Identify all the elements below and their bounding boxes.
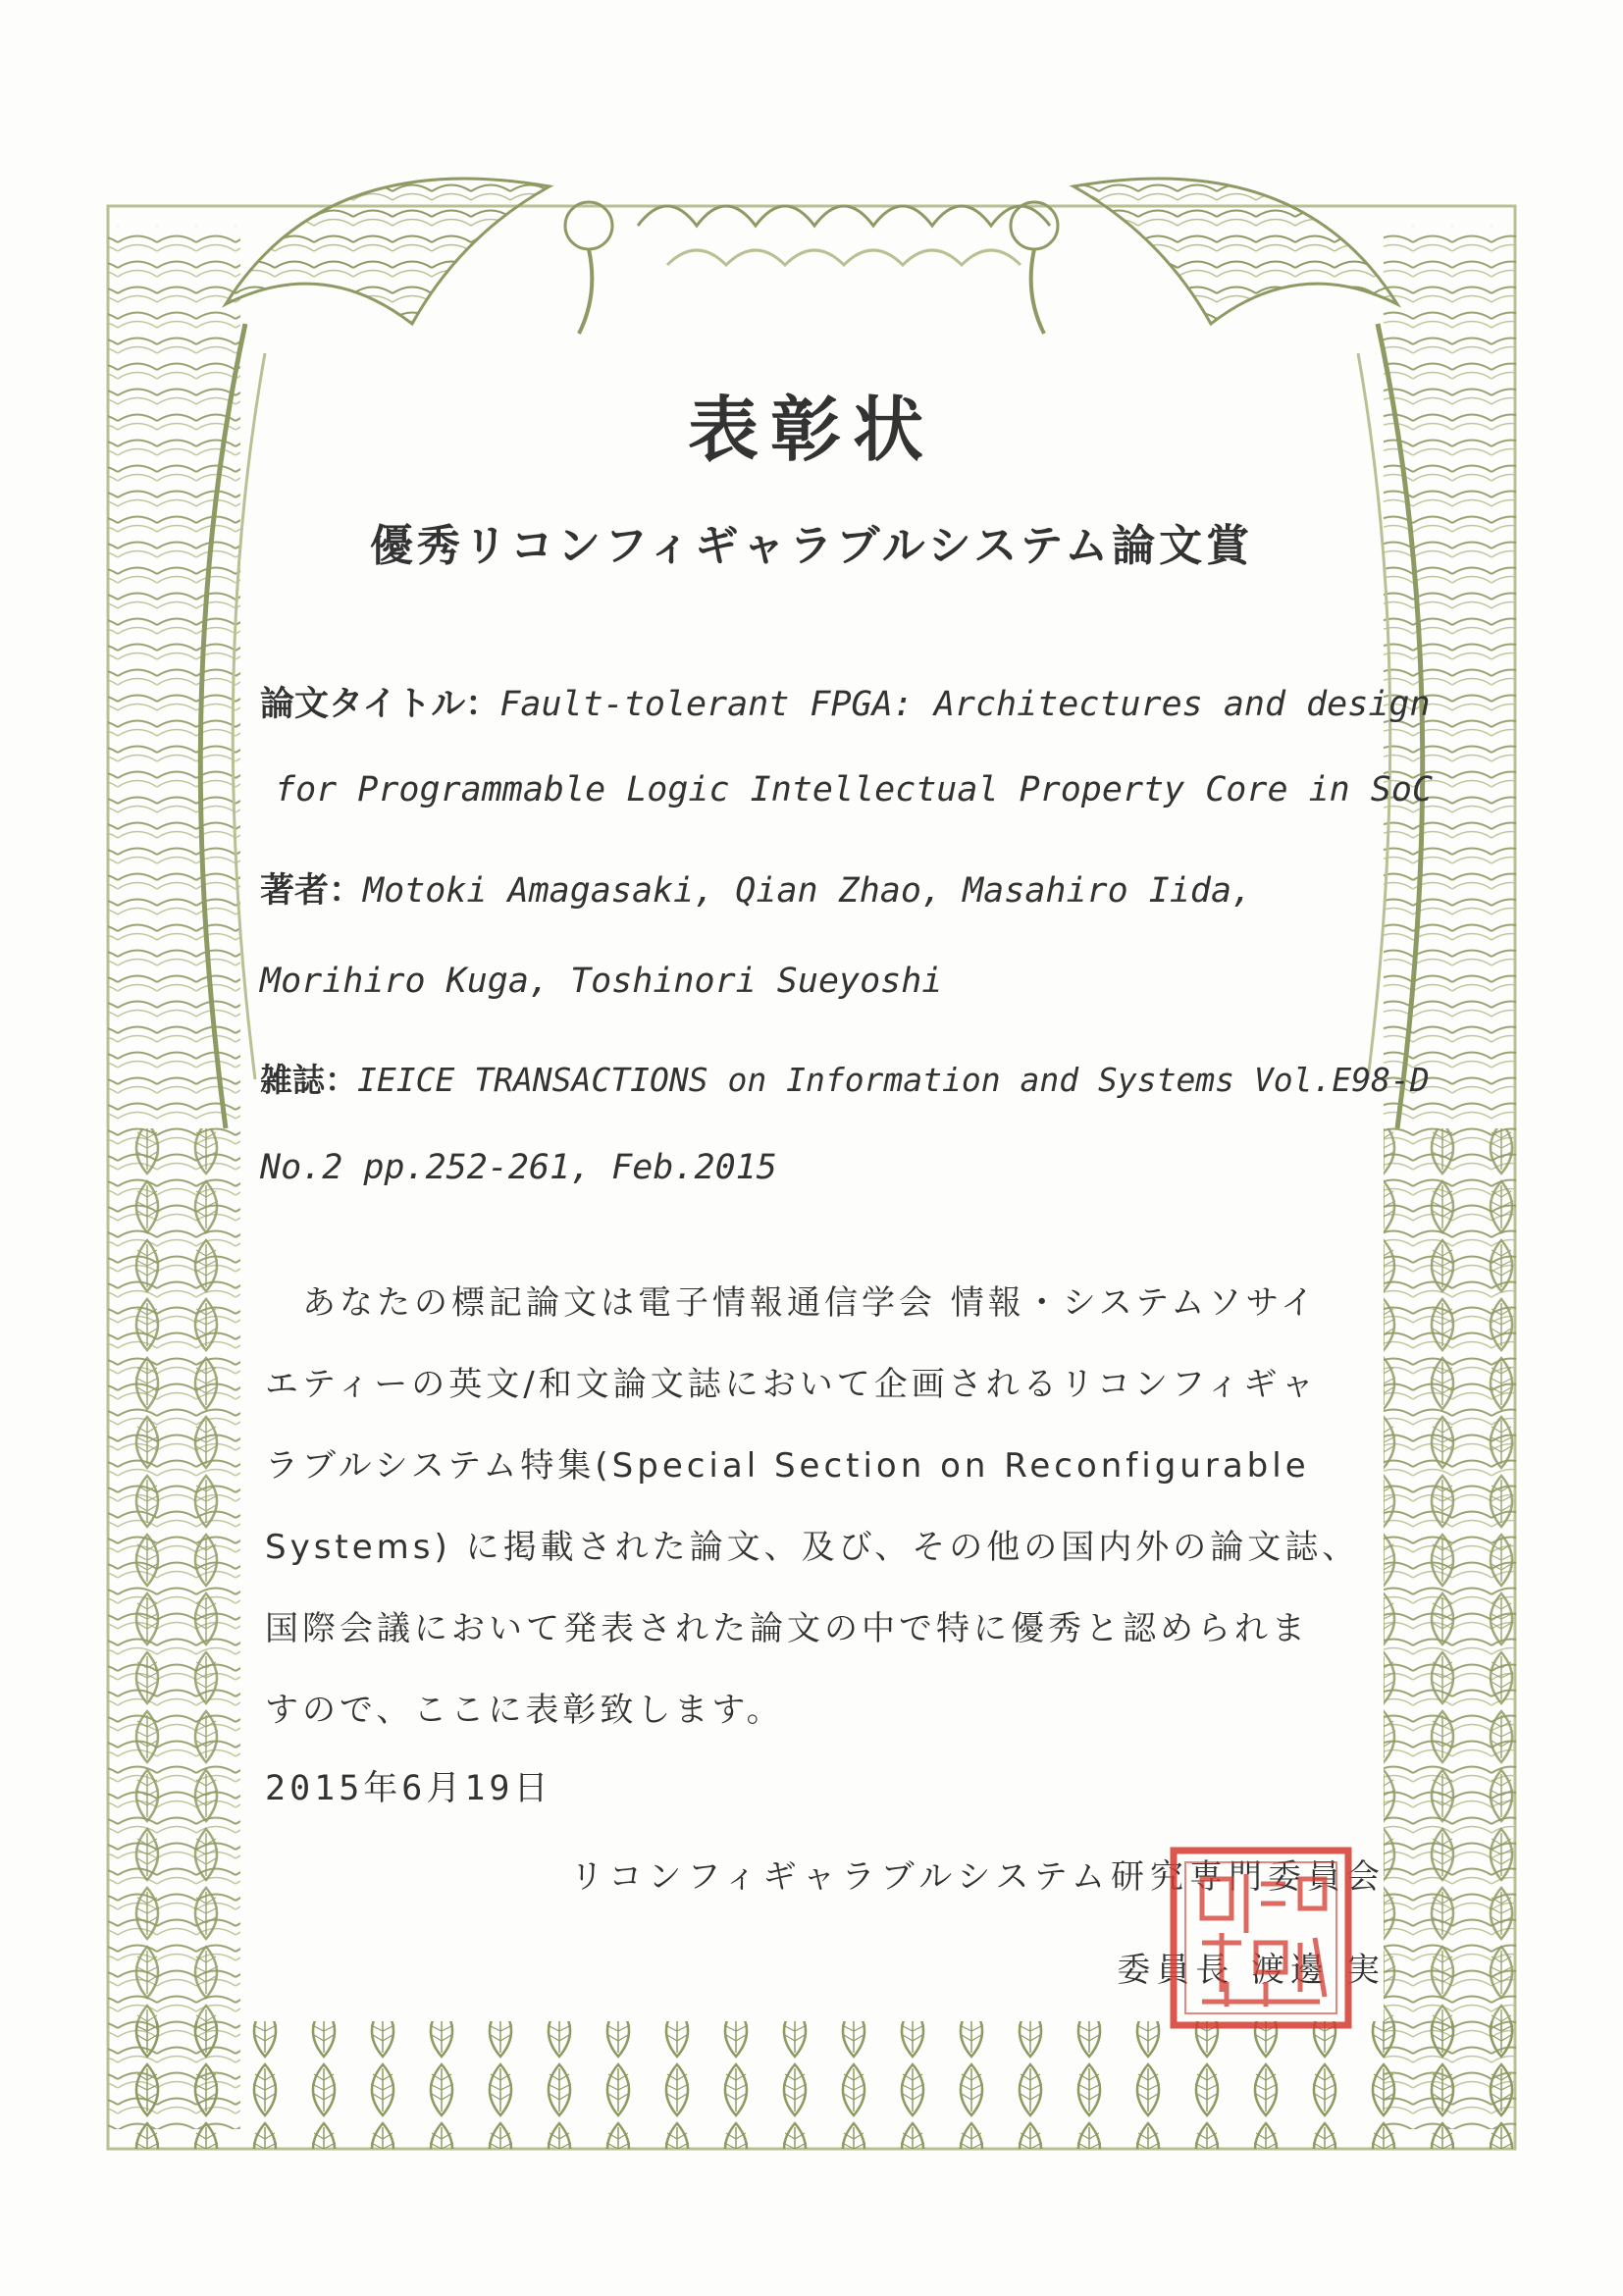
citation-line: ラブルシステム特集(Special Section on Reconfigurable — [265, 1446, 1310, 1486]
chair-name: 委員長 渡邊 実 — [1117, 1951, 1386, 1990]
journal-row — [260, 1055, 1430, 1101]
journal-line1: IEICE TRANSACTIONS on Information and Systems Vol.E98-D — [357, 1061, 1430, 1099]
paper-title-line1: Fault-tolerant FPGA: Architectures and design — [499, 685, 1431, 724]
authors-line1: Motoki Amagasaki, Qian Zhao, Masahiro Iida, — [363, 871, 1253, 911]
journal-line2: No.2 pp.252-261, Feb.2015 — [260, 1148, 777, 1187]
award-date: 2015年6月19日 — [265, 1769, 552, 1808]
authors-label: 著者： — [260, 871, 364, 911]
award-name: 優秀リコンフィギャラブルシステム論文賞 — [369, 521, 1254, 571]
citation-line: あなたの標記論文は電子情報通信学会 情報・システムソサイ — [265, 1283, 1319, 1323]
paper-title-line2: for Programmable Logic Intellectual Property Core in SoC — [275, 770, 1434, 809]
citation-line: Systems) に掲載された論文、及び、その他の国内外の論文誌、 — [265, 1528, 1360, 1567]
citation-line: エティーの英文/和文論文誌において企画されるリコンフィギャ — [265, 1365, 1319, 1404]
citation-line: すので、ここに表彰致します。 — [265, 1691, 784, 1730]
paper-title-label: 論文タイトル： — [260, 685, 500, 724]
certificate-title: 表彰状 — [687, 388, 935, 471]
authors-line2: Morihiro Kuga, Toshinori Sueyoshi — [260, 962, 943, 1001]
authors-row — [260, 863, 1252, 913]
committee-name: リコンフィギャラブルシステム研究専門委員会 — [570, 1857, 1386, 1897]
paper-title-row — [260, 677, 1431, 726]
citation-line: 国際会議において発表された論文の中で特に優秀と認められま — [265, 1609, 1309, 1648]
official-seal — [1168, 1845, 1354, 2031]
journal-label: 雑誌： — [260, 1061, 357, 1099]
